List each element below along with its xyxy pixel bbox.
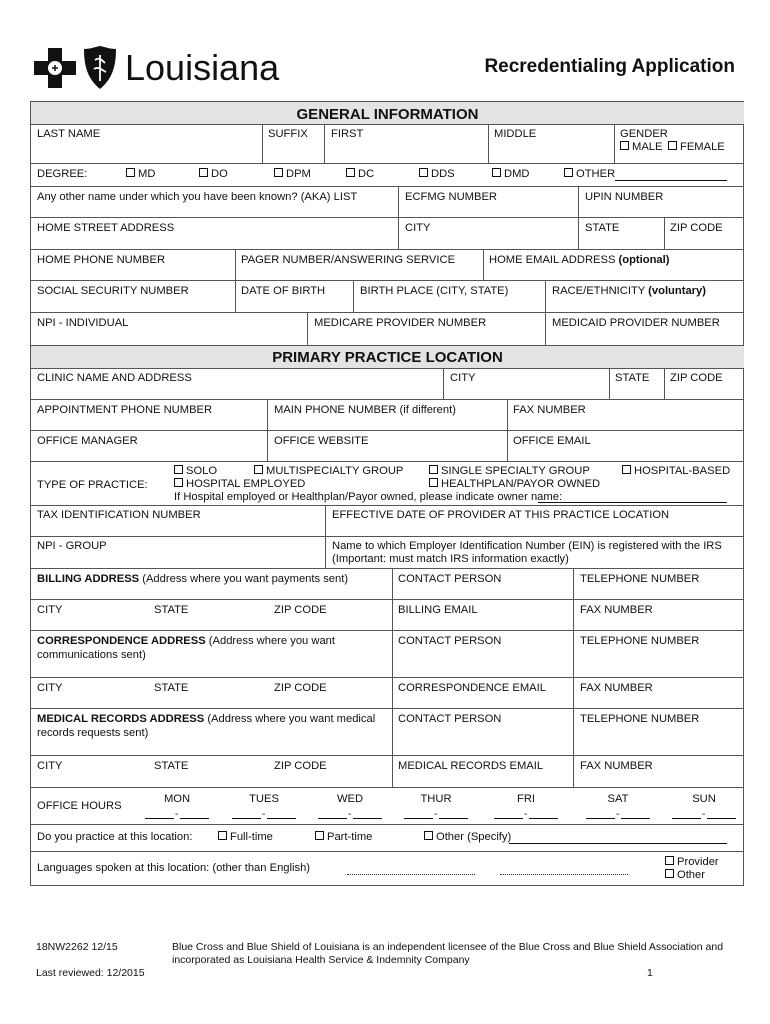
other-degree-field[interactable] bbox=[615, 180, 727, 181]
practice-fax-label: FAX NUMBER bbox=[513, 404, 586, 416]
day-label-sun: SUN bbox=[692, 793, 716, 805]
hours-separator: - bbox=[434, 809, 438, 820]
dpm-checkbox[interactable] bbox=[274, 168, 283, 177]
home-city-label: CITY bbox=[405, 222, 431, 234]
language-field-1[interactable] bbox=[347, 874, 475, 875]
hours-close-field-wed[interactable] bbox=[353, 818, 382, 819]
primary-practice-heading: PRIMARY PRACTICE LOCATION bbox=[31, 346, 744, 368]
hours-open-field-wed[interactable] bbox=[318, 818, 347, 819]
hours-separator: - bbox=[175, 809, 179, 820]
office-hours-label: OFFICE HOURS bbox=[37, 800, 122, 812]
hours-separator: - bbox=[702, 809, 706, 820]
degree-dc-option[interactable]: DC bbox=[346, 168, 374, 181]
billing-zip-label: ZIP CODE bbox=[274, 604, 327, 616]
ssn-label: SOCIAL SECURITY NUMBER bbox=[37, 285, 189, 297]
page-number: 1 bbox=[647, 967, 653, 979]
general-info-heading: GENERAL INFORMATION bbox=[31, 102, 744, 124]
hours-close-field-sun[interactable] bbox=[707, 818, 736, 819]
upin-label: UPIN NUMBER bbox=[585, 191, 664, 203]
medical-records-telephone-label: TELEPHONE NUMBER bbox=[580, 713, 700, 725]
correspondence-telephone-label: TELEPHONE NUMBER bbox=[580, 635, 700, 647]
billing-email-label: BILLING EMAIL bbox=[398, 604, 478, 616]
billing-address-label: BILLING ADDRESS (Address where you want payments sent) bbox=[37, 573, 349, 585]
medical-records-email-label: MEDICAL RECORDS EMAIL bbox=[398, 760, 544, 772]
male-checkbox[interactable] bbox=[620, 141, 629, 150]
language-other-option[interactable]: Other bbox=[665, 869, 705, 882]
blue-cross-icon bbox=[34, 48, 76, 88]
medicare-label: MEDICARE PROVIDER NUMBER bbox=[314, 317, 487, 329]
degree-label: DEGREE: bbox=[37, 168, 88, 180]
multispecialty-option[interactable]: MULTISPECIALTY GROUP bbox=[254, 465, 403, 478]
day-label-sat: SAT bbox=[607, 793, 629, 805]
billing-state-label: STATE bbox=[154, 604, 189, 616]
healthplan-owned-option[interactable]: HEALTHPLAN/PAYOR OWNED bbox=[429, 478, 600, 491]
medical-records-contact-label: CONTACT PERSON bbox=[398, 713, 502, 725]
language-other-checkbox[interactable] bbox=[665, 869, 674, 878]
degree-md-option[interactable]: MD bbox=[126, 168, 155, 181]
hours-separator: - bbox=[616, 809, 620, 820]
disclaimer-line-2: incorporated as Louisiana Health Service & Indemnity Company bbox=[172, 954, 470, 966]
clinic-zip-label: ZIP CODE bbox=[670, 372, 723, 384]
correspondence-email-label: CORRESPONDENCE EMAIL bbox=[398, 682, 546, 694]
day-label-thur: THUR bbox=[420, 793, 452, 805]
medicaid-label: MEDICAID PROVIDER NUMBER bbox=[552, 317, 720, 329]
clinic-state-label: STATE bbox=[615, 372, 650, 384]
clinic-label: CLINIC NAME AND ADDRESS bbox=[37, 372, 192, 384]
do-checkbox[interactable] bbox=[199, 168, 208, 177]
billing-city-label: CITY bbox=[37, 604, 63, 616]
day-label-fri: FRI bbox=[516, 793, 536, 805]
page-title: Recredentialing Application bbox=[484, 56, 735, 77]
hours-separator: - bbox=[348, 809, 352, 820]
hours-open-field-thur[interactable] bbox=[404, 818, 433, 819]
hospital-based-option[interactable]: HOSPITAL-BASED bbox=[622, 465, 730, 478]
correspondence-address-note: communications sent) bbox=[37, 649, 146, 661]
last-reviewed: Last reviewed: 12/2015 bbox=[36, 967, 145, 979]
hours-open-field-fri[interactable] bbox=[494, 818, 523, 819]
day-label-mon: MON bbox=[163, 793, 191, 805]
hours-close-field-thur[interactable] bbox=[439, 818, 468, 819]
npi-individual-label: NPI - INDIVIDUAL bbox=[37, 317, 129, 329]
gender-male-option[interactable]: MALE bbox=[620, 141, 662, 154]
office-email-label: OFFICE EMAIL bbox=[513, 435, 591, 447]
birth-place-label: BIRTH PLACE (CITY, STATE) bbox=[360, 285, 509, 297]
medical-records-city-label: CITY bbox=[37, 760, 63, 772]
other-specify-option[interactable]: Other (Specify) bbox=[424, 831, 511, 844]
dmd-checkbox[interactable] bbox=[492, 168, 501, 177]
other-degree-checkbox[interactable] bbox=[564, 168, 573, 177]
healthplan-owned-checkbox[interactable] bbox=[429, 478, 438, 487]
form-number: 18NW2262 12/15 bbox=[36, 941, 118, 953]
day-label-tues: TUES bbox=[249, 793, 279, 805]
hours-close-field-mon[interactable] bbox=[180, 818, 209, 819]
hours-open-field-tues[interactable] bbox=[232, 818, 261, 819]
medical-records-zip-label: ZIP CODE bbox=[274, 760, 327, 772]
medical-records-address-label: MEDICAL RECORDS ADDRESS (Address where you want medical bbox=[37, 713, 376, 725]
suffix-label: SUFFIX bbox=[268, 128, 308, 140]
md-checkbox[interactable] bbox=[126, 168, 135, 177]
home-phone-label: HOME PHONE NUMBER bbox=[37, 254, 166, 266]
last-name-label: LAST NAME bbox=[37, 128, 101, 140]
day-label-wed: WED bbox=[336, 793, 364, 805]
female-checkbox[interactable] bbox=[668, 141, 677, 150]
full-time-checkbox[interactable] bbox=[218, 831, 227, 840]
aka-label: Any other name under which you have been known? (AKA) LIST bbox=[37, 191, 358, 203]
owner-name-prompt: If Hospital employed or Healthplan/Payor owned, please indicate owner name: bbox=[174, 491, 563, 503]
main-phone-label: MAIN PHONE NUMBER (if different) bbox=[274, 404, 456, 416]
single-specialty-option[interactable]: SINGLE SPECIALTY GROUP bbox=[429, 465, 590, 478]
home-street-label: HOME STREET ADDRESS bbox=[37, 222, 175, 234]
home-email-label: HOME EMAIL ADDRESS (optional) bbox=[489, 254, 670, 266]
languages-label: Languages spoken at this location: (other than English) bbox=[37, 862, 311, 874]
hours-close-field-tues[interactable] bbox=[267, 818, 296, 819]
practice-at-location-label: Do you practice at this location: bbox=[37, 831, 193, 843]
solo-checkbox[interactable] bbox=[174, 465, 183, 474]
medical-records-fax-label: FAX NUMBER bbox=[580, 760, 653, 772]
dc-checkbox[interactable] bbox=[346, 168, 355, 177]
blue-shield-icon bbox=[81, 46, 119, 90]
hours-open-field-sun[interactable] bbox=[672, 818, 701, 819]
language-provider-option[interactable]: Provider bbox=[665, 856, 719, 869]
other-specify-field[interactable] bbox=[509, 843, 727, 844]
degree-dmd-option[interactable]: DMD bbox=[492, 168, 529, 181]
hours-open-field-mon[interactable] bbox=[145, 818, 174, 819]
race-label: RACE/ETHNICITY (voluntary) bbox=[552, 285, 706, 297]
middle-name-label: MIDDLE bbox=[494, 128, 537, 140]
hours-separator: - bbox=[524, 809, 528, 820]
full-time-option[interactable]: Full-time bbox=[218, 831, 273, 844]
billing-fax-label: FAX NUMBER bbox=[580, 604, 653, 616]
hours-open-field-sat[interactable] bbox=[586, 818, 615, 819]
hours-close-field-sat[interactable] bbox=[621, 818, 650, 819]
npi-group-label: NPI - GROUP bbox=[37, 540, 107, 552]
degree-dpm-option[interactable]: DPM bbox=[274, 168, 311, 181]
dds-checkbox[interactable] bbox=[419, 168, 428, 177]
hours-separator: - bbox=[262, 809, 266, 820]
first-name-label: FIRST bbox=[331, 128, 364, 140]
office-manager-label: OFFICE MANAGER bbox=[37, 435, 138, 447]
correspondence-city-label: CITY bbox=[37, 682, 63, 694]
part-time-option[interactable]: Part-time bbox=[315, 831, 372, 844]
disclaimer-line-1: Blue Cross and Blue Shield of Louisiana is an independent licensee of the Blue Cross and Blue Shield Association and bbox=[172, 941, 724, 953]
appointment-phone-label: APPOINTMENT PHONE NUMBER bbox=[37, 404, 213, 416]
gender-female-option[interactable]: FEMALE bbox=[668, 141, 725, 154]
correspondence-state-label: STATE bbox=[154, 682, 189, 694]
billing-telephone-label: TELEPHONE NUMBER bbox=[580, 573, 700, 585]
degree-do-option[interactable]: DO bbox=[199, 168, 228, 181]
degree-other-option[interactable]: OTHER bbox=[564, 168, 615, 181]
hours-close-field-fri[interactable] bbox=[529, 818, 558, 819]
ein-name-label: Name to which Employer Identification Number (EIN) is registered with the IRS bbox=[332, 540, 722, 552]
home-zip-label: ZIP CODE bbox=[670, 222, 723, 234]
provider-checkbox[interactable] bbox=[665, 856, 674, 865]
billing-contact-label: CONTACT PERSON bbox=[398, 573, 502, 585]
bcbs-logo bbox=[34, 44, 284, 94]
ecfmg-label: ECFMG NUMBER bbox=[405, 191, 497, 203]
pager-label: PAGER NUMBER/ANSWERING SERVICE bbox=[241, 254, 456, 266]
correspondence-fax-label: FAX NUMBER bbox=[580, 682, 653, 694]
office-website-label: OFFICE WEBSITE bbox=[274, 435, 369, 447]
medical-records-state-label: STATE bbox=[154, 760, 189, 772]
multispecialty-checkbox[interactable] bbox=[254, 465, 263, 474]
home-state-label: STATE bbox=[585, 222, 620, 234]
tin-label: TAX IDENTIFICATION NUMBER bbox=[37, 509, 201, 521]
part-time-checkbox[interactable] bbox=[315, 831, 324, 840]
type-of-practice-label: TYPE OF PRACTICE: bbox=[37, 479, 148, 491]
clinic-city-label: CITY bbox=[450, 372, 476, 384]
single-specialty-checkbox[interactable] bbox=[429, 465, 438, 474]
correspondence-address-label: CORRESPONDENCE ADDRESS (Address where you want bbox=[37, 635, 336, 647]
degree-dds-option[interactable]: DDS bbox=[419, 168, 455, 181]
logo-text: Louisiana bbox=[125, 47, 280, 88]
gender-label: GENDER bbox=[620, 128, 668, 140]
owner-name-field[interactable] bbox=[538, 502, 727, 503]
correspondence-contact-label: CONTACT PERSON bbox=[398, 635, 502, 647]
medical-records-address-note: records requests sent) bbox=[37, 727, 149, 739]
other-specify-checkbox[interactable] bbox=[424, 831, 433, 840]
ein-note: (Important: must match IRS information exactly) bbox=[332, 553, 569, 565]
hospital-based-checkbox[interactable] bbox=[622, 465, 631, 474]
solo-option[interactable]: SOLO bbox=[174, 465, 217, 478]
correspondence-zip-label: ZIP CODE bbox=[274, 682, 327, 694]
dob-label: DATE OF BIRTH bbox=[241, 285, 326, 297]
language-field-2[interactable] bbox=[500, 874, 628, 875]
hospital-employed-checkbox[interactable] bbox=[174, 478, 183, 487]
effective-date-label: EFFECTIVE DATE OF PROVIDER AT THIS PRACTICE LOCATION bbox=[332, 509, 670, 521]
hospital-employed-option[interactable]: HOSPITAL EMPLOYED bbox=[174, 478, 305, 491]
